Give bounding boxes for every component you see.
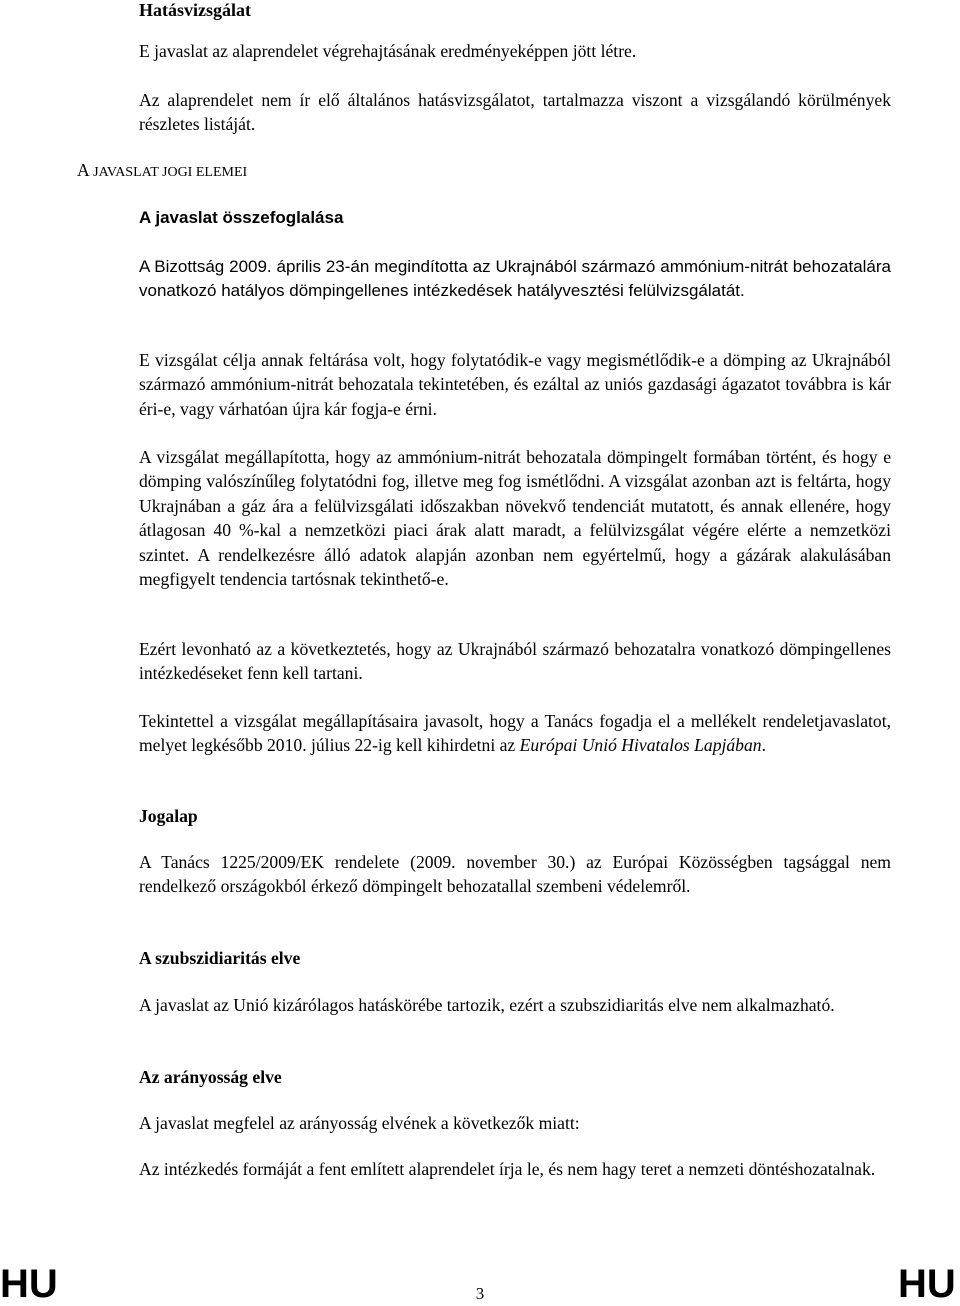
paragraph-conclusion: Ezért levonható az a következtetés, hogy az Ukrajnából származó behozatalra vonatkozó dömpingellenes intézkedéseket fenn kell tartani. — [139, 639, 891, 684]
paragraph-proportionality-reason: Az intézkedés formáját a fent említett alaprendelet írja le, és nem hagy teret a nemzeti döntéshozatalnak. — [139, 1159, 876, 1179]
subheading-proportionality: Az arányosság elve — [139, 1067, 282, 1087]
subheading-legal-basis: Jogalap — [139, 806, 198, 826]
subheading-subsidiarity: A szubszidiaritás elve — [139, 948, 301, 968]
footer-language-code-left: HU — [0, 1262, 58, 1306]
paragraph-no-impact-assessment: Az alaprendelet nem ír elő általános hatásvizsgálatot, tartalmazza viszont a vizsgálandó körülmények részletes listáját. — [139, 90, 891, 135]
subheading-summary: A javaslat összefoglalása — [139, 208, 344, 227]
official-journal-title: Európai Unió Hivatalos Lapjában — [519, 735, 762, 756]
paragraph-origin: E javaslat az alaprendelet végrehajtásának eredményeképpen jött létre. — [139, 41, 637, 61]
heading-impact-assessment: Hatásvizsgálat — [139, 0, 251, 20]
footer-language-code-right: HU — [898, 1262, 956, 1306]
paragraph-legal-basis: A Tanács 1225/2009/EK rendelete (2009. november 30.) az Európai Közösségben tagsággal nem rendelkező országokból érkező dömpingelt behozatallal szembeni védelemről. — [139, 852, 891, 897]
section-title-legal-elements — [77, 158, 247, 185]
section-title-first-letter: A — [77, 160, 94, 180]
paragraph-proposal — [139, 709, 891, 758]
section-title-small-caps: JAVASLAT JOGI ELEMEI — [93, 165, 248, 180]
paragraph-summary: A Bizottság 2009. április 23-án megindította az Ukrajnából származó ammónium-nitrát behozatalára vonatkozó hatályos dömpingellenes intézkedések hatályvesztési felülvizsgálatát. — [139, 257, 891, 301]
page-number: 3 — [475, 1284, 485, 1303]
paragraph-findings: A vizsgálat megállapította, hogy az ammónium-nitrát behozatala dömpingelt formában történt, és hogy e dömping valószínűleg folytatódni fog, illetve meg fog ismétlődni. A vizsgálat azonban azt is feltárta, hogy Ukrajnában a gáz ára a felülvizsgálati időszakban növekvő tendenciát mutatott, és annak ellenére, hogy átlagosan 40 %-kal a nemzetközi piaci árak alatt maradt, a felülvizsgálat végére elérte a nemzetközi szintet. A rendelkezésre álló adatok alapján azonban nem egyértelmű, hogy a gázárak alakulásában megfigyelt tendencia tartósnak tekinthető-e. — [139, 447, 891, 590]
paragraph-subsidiarity: A javaslat az Unió kizárólagos hatáskörébe tartozik, ezért a szubszidiaritás elve nem alkalmazható. — [139, 995, 835, 1015]
paragraph-proportionality-intro: A javaslat megfelel az arányosság elvének a következők miatt: — [139, 1113, 580, 1133]
paragraph-purpose: E vizsgálat célja annak feltárása volt, hogy folytatódik-e vagy megismétlődik-e a dömping az Ukrajnából származó ammónium-nitrát behozatala tekintetében, és ezáltal az uniós gazdasági ágazatot továbbra is kár éri-e, vagy várhatóan újra kár fogja-e érni. — [139, 350, 891, 419]
proposal-text: Tekintettel a vizsgálat megállapításaira javasolt, hogy a Tanács fogadja el a mellékelt rendeletjavaslatot, melyet legkésőbb 2010. július 22-ig kell kihirdetni az — [139, 711, 891, 756]
proposal-end: . — [761, 735, 766, 756]
